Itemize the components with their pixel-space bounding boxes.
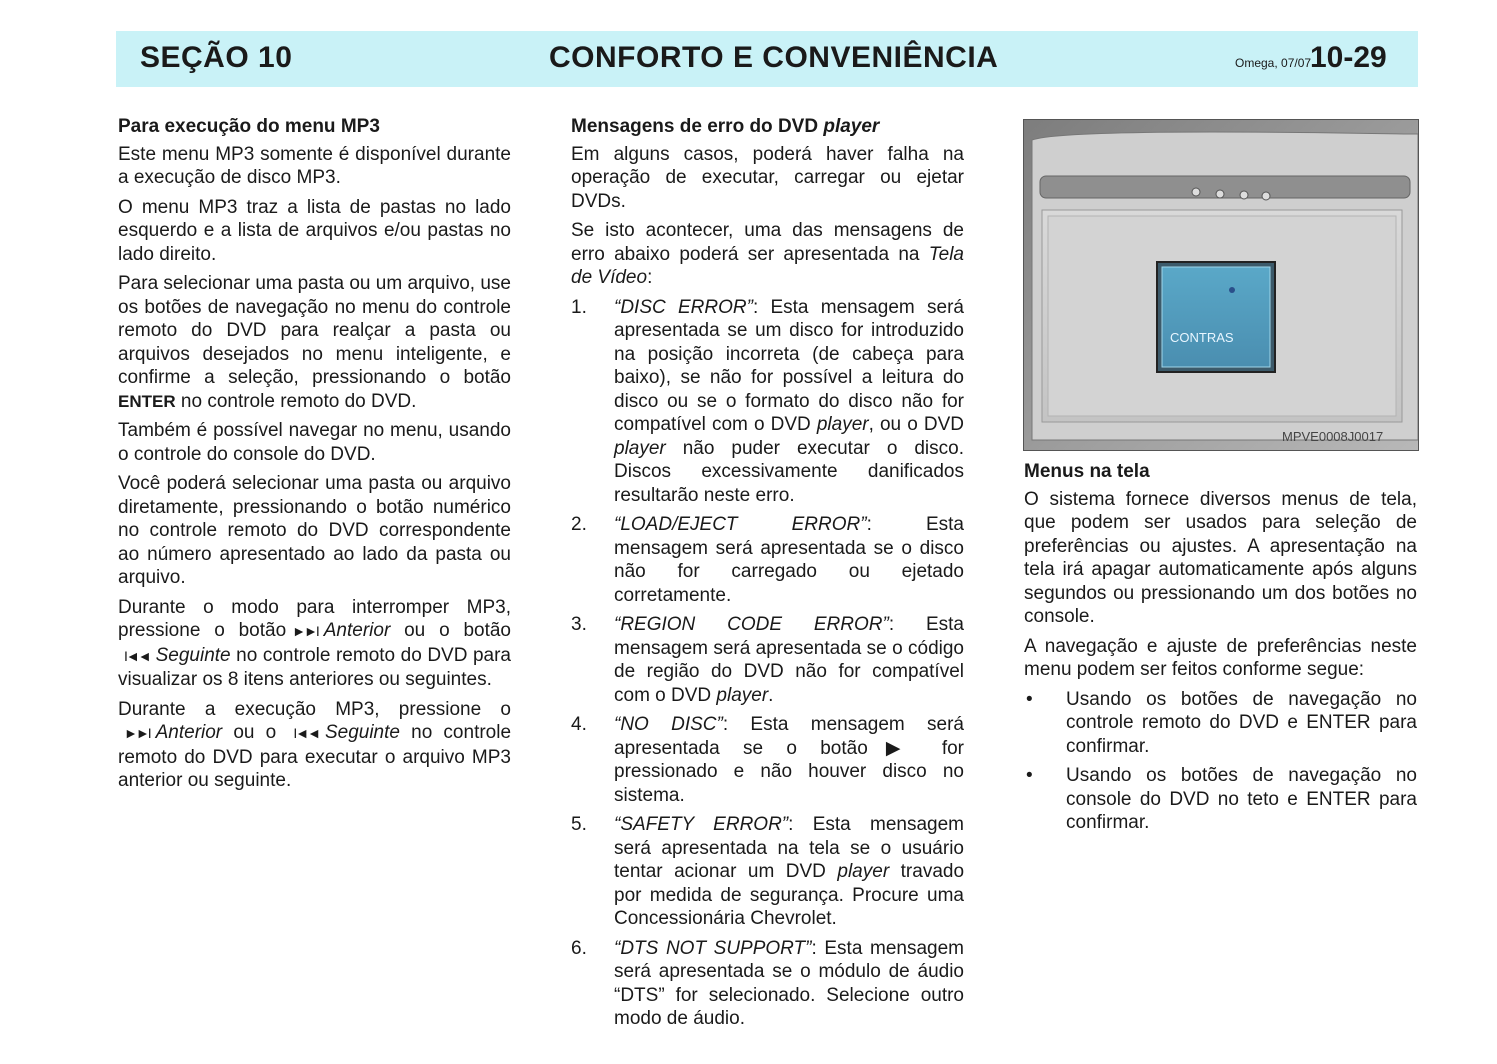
error-item: 3. “REGION CODE ERROR”: Esta mensagem será apresentada se o código de região do DVD não for compatível com o DVD player. (571, 614, 964, 706)
error-item: 5. “SAFETY ERROR”: Esta mensagem será apresentada na tela se o usuário tentar acionar um DVD player travado por medida de segurança. Procure uma Concessionária Chevrolet. (571, 814, 965, 929)
dvd-screen-photo (1023, 119, 1419, 451)
next-track-icon: ►►I (124, 725, 150, 741)
page-header (116, 31, 1418, 87)
previous-track-icon: I◄◄ (293, 725, 319, 741)
menus-paragraph-2: A navegação e ajuste de preferências neste menu podem ser feitos conforme segue: (1024, 635, 1417, 680)
column-screen-menus (1024, 460, 1417, 841)
mp3-heading: Para execução do menu MP3 (118, 116, 380, 137)
error-list (571, 296, 964, 1031)
mp3-paragraph-4: Também é possível navegar no menu, usando o controle do console do DVD. (118, 420, 511, 465)
edition-label: Omega, 07/07 (1235, 56, 1312, 70)
enter-key-label: ENTER (118, 391, 176, 411)
mp3-paragraph-6: Durante o modo para interromper MP3, pressione o botão ►►I Anterior ou o botão I◄◄ Seguinte no controle remoto do DVD para visualizar os 8 itens anteriores ou seguintes. (118, 596, 511, 690)
page-number: 10-29 (1310, 41, 1387, 74)
menus-paragraph-1: O sistema fornece diversos menus de tela, que podem ser usados para seleção de preferências ou ajustes. A apresentação na tela irá apagar automaticamente após alguns segundos ou pressionando um dos botões no console. (1024, 488, 1417, 627)
figure-caption: MPVE0008J0017 (1282, 429, 1384, 444)
previous-track-icon: I◄◄ (124, 647, 150, 664)
errors-paragraph-2: Se isto acontecer, uma das mensagens de erro abaixo poderá ser apresentada na Tela de Vídeo: (571, 220, 964, 288)
error-item: 6. “DTS NOT SUPPORT”: Esta mensagem será apresentada se o módulo de áudio “DTS” for selecionado. Selecione outro modo de áudio. (571, 937, 964, 1029)
bullet-icon: • (1026, 688, 1033, 710)
menus-bullet-list (1024, 688, 1417, 835)
list-item: • Usando os botões de navegação no controle remoto do DVD e ENTER para confirmar. (1026, 688, 1417, 757)
mp3-paragraph-7: Durante a execução MP3, pressione o ►►I Anterior ou o I◄◄ Seguinte no controle remoto do DVD para executar o arquivo MP3 anterior ou seguinte. (118, 698, 512, 791)
section-label: SEÇÃO 10 (140, 41, 293, 74)
error-item: 1. “DISC ERROR”: Esta mensagem será apresentada se um disco for introduzido na posição incorreta (de cabeça para baixo), se não for possível a leitura do disco ou se o formato do disco não for compatível com o DVD player, ou o DVD player não puder executar o disco. Discos excessivamente danificados resultarão neste erro. (571, 296, 964, 506)
errors-paragraph-1: Em alguns casos, poderá haver falha na operação de executar, carregar ou ejetar DVDs. (571, 143, 964, 212)
error-item: 4. “NO DISC”: Esta mensagem será apresentada se o botão▶ for pressionado e não houver disco no sistema. (571, 714, 965, 806)
screen-menu-label: CONTRAS (1170, 330, 1234, 345)
chapter-title: CONFORTO E CONVENIÊNCIA (549, 41, 999, 74)
list-item: • Usando os botões de navegação no console do DVD no teto e ENTER para confirmar. (1026, 765, 1417, 833)
mp3-paragraph-3: Para selecionar uma pasta ou um arquivo, use os botões de navegação no menu do controle remoto do DVD para realçar a pasta ou arquivos desejados no menu inteligente, e confirme a seleção, pressionando o botão ENTER no controle remoto do DVD. (118, 273, 511, 412)
dvd-screen-illustration (1024, 120, 1418, 450)
mp3-paragraph-5: Você poderá selecionar uma pasta ou arquivo diretamente, pressionando o botão numérico no controle remoto do DVD correspondente ao número apresentado ao lado da pasta ou arquivo. (118, 473, 511, 588)
mp3-paragraph-1: Este menu MP3 somente é disponível durante a execução de disco MP3. (118, 143, 511, 188)
errors-heading: Mensagens de erro do DVD player (571, 116, 880, 137)
error-item: 2. “LOAD/EJECT ERROR”: Esta mensagem será apresentada se o disco não for carregado ou ejetado corretamente. (571, 514, 964, 606)
play-icon: ▶ (867, 737, 919, 759)
column-mp3-menu (118, 115, 511, 799)
bullet-icon: • (1026, 765, 1033, 786)
mp3-paragraph-2: O menu MP3 traz a lista de pastas no lado esquerdo e a lista de arquivos e/ou pastas no lado direito. (118, 196, 511, 265)
column-error-messages (571, 115, 964, 1037)
next-track-icon: ►►I (292, 623, 318, 639)
menus-heading: Menus na tela (1024, 461, 1150, 482)
